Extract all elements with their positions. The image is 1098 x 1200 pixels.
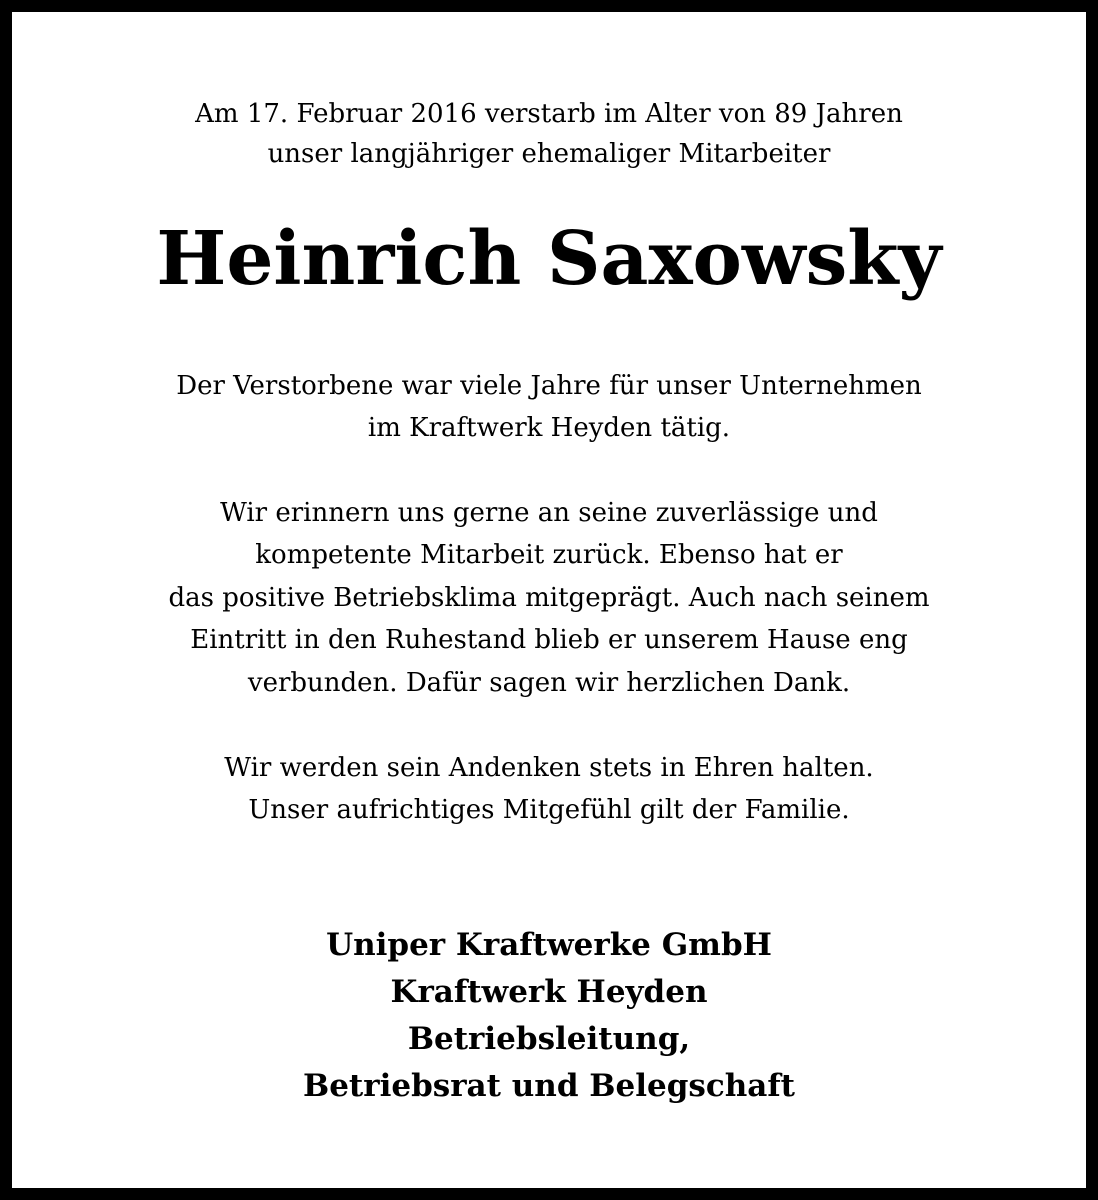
signature-company: Uniper Kraftwerke GmbH [326,927,772,963]
intro-line-2: unser langjähriger ehemaliger Mitarbeiter [267,139,831,169]
paragraph1-line-1: Der Verstorbene war viele Jahre für unser Unternehmen [176,371,922,401]
intro-line-1: Am 17. Februar 2016 verstarb im Alter von 89 Jahren [195,99,903,129]
paragraph1-line-2: im Kraftwerk Heyden tätig. [367,413,731,443]
signature-staff: Betriebsrat und Belegschaft [303,1068,795,1104]
signature-management: Betriebsleitung, [407,1021,691,1057]
paragraph2-line-1: Wir erinnern uns gerne an seine zuverlässige und [220,498,878,528]
paragraph2-line-5: verbunden. Dafür sagen wir herzlichen Dank. [247,668,851,698]
paragraph2-line-3: das positive Betriebsklima mitgeprägt. Auch nach seinem [168,583,930,613]
deceased-name: Heinrich Saxowsky [156,216,942,302]
paragraph3-line-2: Unser aufrichtiges Mitgefühl gilt der Familie. [248,795,850,825]
paragraph3-line-1: Wir werden sein Andenken stets in Ehren halten. [224,753,874,783]
paragraph2-line-2: kompetente Mitarbeit zurück. Ebenso hat er [255,540,843,570]
signature-plant: Kraftwerk Heyden [390,974,708,1010]
paragraph2-line-4: Eintritt in den Ruhestand blieb er unserem Hause eng [190,625,908,655]
